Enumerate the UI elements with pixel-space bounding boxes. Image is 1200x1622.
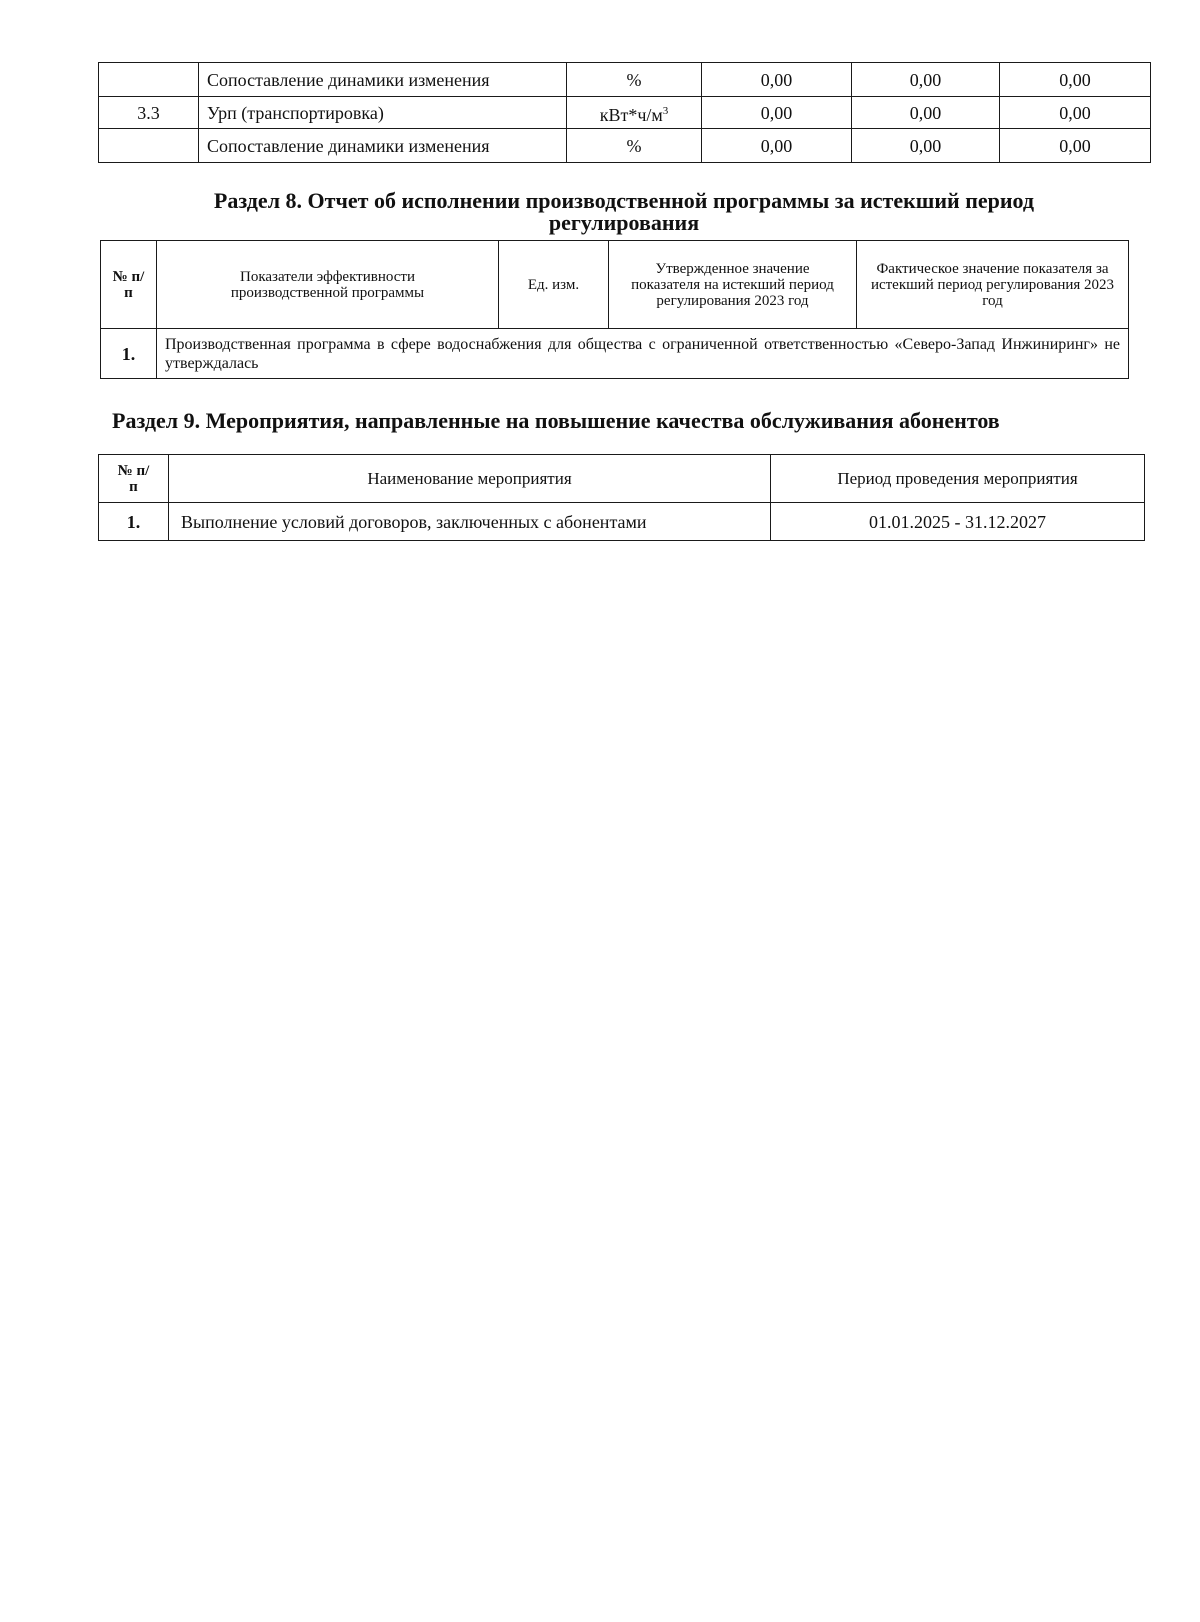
table-row bbox=[99, 63, 1151, 97]
event-name: Выполнение условий договоров, заключенных с абонентами bbox=[169, 503, 771, 541]
section9-table bbox=[98, 454, 1145, 541]
top-table bbox=[98, 62, 1151, 163]
indicator-name: Сопоставление динамики изменения bbox=[199, 63, 567, 97]
row-number: 1. bbox=[101, 329, 157, 379]
value-cell: 0,00 bbox=[852, 97, 1000, 129]
value-cell: 0,00 bbox=[1000, 129, 1151, 163]
row-number bbox=[99, 63, 199, 97]
table-row bbox=[99, 503, 1145, 541]
program-note: Производственная программа в сфере водоснабжения для общества с ограниченной ответственностью «Северо-Запад Инжиниринг» не утверждалась bbox=[157, 329, 1129, 379]
row-number: 1. bbox=[99, 503, 169, 541]
section8-title-line2: регулирования bbox=[548, 210, 700, 235]
section9-title: Раздел 9. Мероприятия, направленные на повышение качества обслуживания абонентов bbox=[112, 408, 1000, 433]
header-indicator: Показатели эффективности производственной программы bbox=[157, 241, 499, 329]
unit-superscript: 3 bbox=[662, 104, 669, 117]
value-cell: 0,00 bbox=[1000, 97, 1151, 129]
header-event-name: Наименование мероприятия bbox=[169, 455, 771, 503]
value-cell: 0,00 bbox=[702, 97, 852, 129]
header-period: Период проведения мероприятия bbox=[771, 455, 1145, 503]
unit: $кВт*ч/м^3$ bbox=[567, 97, 702, 129]
value-cell: 0,00 bbox=[1000, 63, 1151, 97]
table-row bbox=[101, 329, 1129, 379]
value-cell: 0,00 bbox=[852, 63, 1000, 97]
indicator-name: Сопоставление динамики изменения bbox=[199, 129, 567, 163]
section8-title bbox=[98, 188, 1150, 233]
header-approved-value: Утвержденное значение показателя на истекший период регулирования 2023 год bbox=[609, 241, 857, 329]
value-cell: 0,00 bbox=[702, 63, 852, 97]
row-number bbox=[99, 129, 199, 163]
header-num: № п/п bbox=[99, 455, 169, 503]
value-cell: 0,00 bbox=[852, 129, 1000, 163]
unit: % bbox=[567, 129, 702, 163]
header-num: № п/п bbox=[101, 241, 157, 329]
table-header-row bbox=[99, 455, 1145, 503]
event-period: 01.01.2025 - 31.12.2027 bbox=[771, 503, 1145, 541]
section8-table bbox=[100, 240, 1129, 379]
header-unit: Ед. изм. bbox=[499, 241, 609, 329]
header-actual-value: Фактическое значение показателя за истекший период регулирования 2023 год bbox=[857, 241, 1129, 329]
table-row bbox=[99, 129, 1151, 163]
table-row bbox=[99, 97, 1151, 129]
row-number: 3.3 bbox=[99, 97, 199, 129]
value-cell: 0,00 bbox=[702, 129, 852, 163]
unit: % bbox=[567, 63, 702, 97]
section8-title-line1: Раздел 8. Отчет об исполнении производственной программы за истекший период bbox=[213, 188, 1035, 213]
indicator-name: Урп (транспортировка) bbox=[199, 97, 567, 129]
table-header-row bbox=[101, 241, 1129, 329]
